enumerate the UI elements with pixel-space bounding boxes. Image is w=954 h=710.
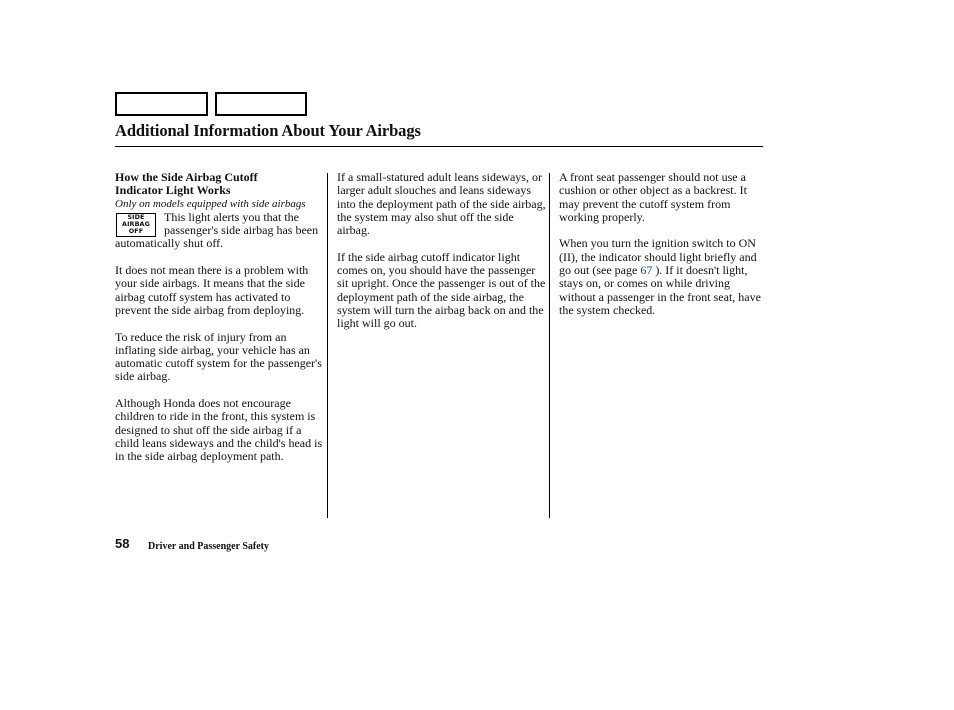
text-column-2 <box>337 171 547 344</box>
section-heading-line1: How the Side Airbag Cutoff <box>115 170 258 184</box>
model-note: Only on models equipped with side airbags <box>115 197 306 210</box>
nav-button-previous[interactable] <box>115 92 208 116</box>
indicator-text-side: SIDE <box>127 213 145 222</box>
paragraph-small-adult: If a small-statured adult leans sideways, or larger adult slouches and leans sideways into the deployment path of the side airbag, the system may also shut off the side airbag. <box>337 170 546 238</box>
paragraph-children: Although Honda does not encourage children to ride in the front, this system is designed to shut off the side airbag if a child leans sideways and the child's head is in the side airbag deployment path. <box>115 396 323 464</box>
indicator-text-off: OFF <box>128 227 144 236</box>
ignition-text-after: ). If it doesn't light, stays on, or comes on while driving without a passenger in the front seat, have the system checked. <box>559 263 761 317</box>
page-number: 58 <box>115 536 130 551</box>
indicator-text-airbag: AIRBAG <box>122 220 150 229</box>
section-heading-line2: Indicator Light Works <box>115 183 231 198</box>
nav-button-next[interactable] <box>215 92 307 116</box>
paragraph-light-alert: This light alerts you that the passenger's side airbag has been automatically shut off. <box>115 209 319 251</box>
column-divider-1 <box>327 173 328 518</box>
paragraph-not-problem: It does not mean there is a problem with your side airbags. It means that the side airbag cutoff system has activated to prevent the side airbag from deploying. <box>115 263 309 317</box>
ignition-text-before: When you turn the ignition switch to ON (II), the indicator should light briefly and go out (see page <box>559 236 757 278</box>
column-divider-2 <box>549 173 550 518</box>
page-67-link[interactable]: 67 <box>640 263 653 278</box>
side-airbag-off-indicator-icon <box>116 213 156 237</box>
section-heading <box>115 171 327 198</box>
indicator-paragraph <box>115 211 327 251</box>
paragraph-ignition-check <box>559 237 763 317</box>
paragraph-indicator-on: If the side airbag cutoff indicator light comes on, you should have the passenger sit upright. Once the passenger is out of the deployment path of the side airbag, the system will turn the airbag back on and the light will go out. <box>337 249 546 331</box>
page-title: Additional Information About Your Airbags <box>115 121 421 140</box>
text-column-1 <box>115 171 327 477</box>
text-column-3 <box>559 171 763 331</box>
paragraph-cushion: A front seat passenger should not use a cushion or other object as a backrest. It may prevent the cutoff system from working properly. <box>559 170 747 224</box>
section-name: Driver and Passenger Safety <box>148 541 270 552</box>
title-divider <box>115 146 763 147</box>
paragraph-reduce-risk: To reduce the risk of injury from an inflating side airbag, your vehicle has an automatic cutoff system for the passenger's side airbag. <box>115 329 322 384</box>
